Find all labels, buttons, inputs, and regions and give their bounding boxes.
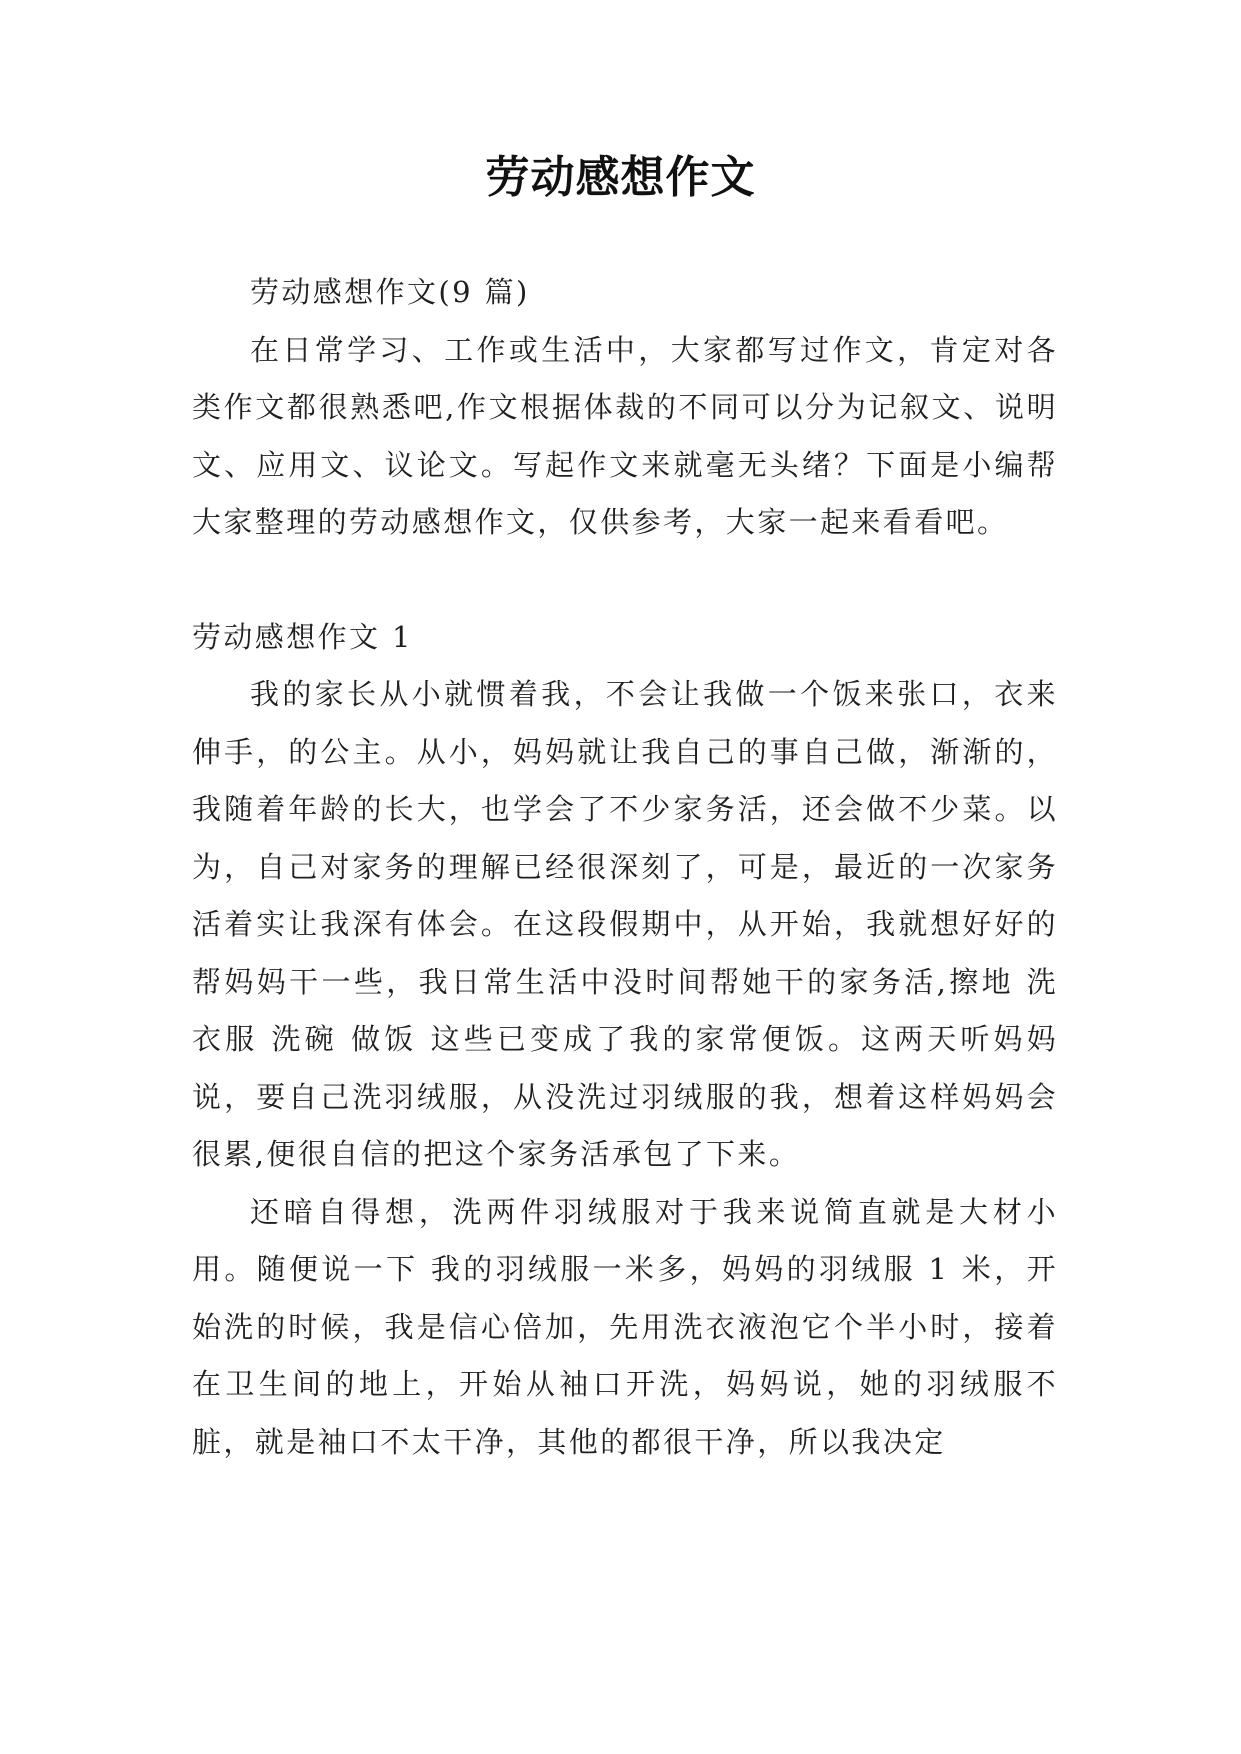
section-paragraph-1: 我的家长从小就惯着我，不会让我做一个饭来张口，衣来伸手，的公主。从小，妈妈就让我自己的事自己做，渐渐的，我随着年龄的长大，也学会了不少家务活，还会做不少菜。以为，自己对家务的理解已经很深刻了，可是，最近的一次家务活着实让我深有体会。在这段假期中，从开始，我就想好好的帮妈妈干一些，我日常生活中没时间帮她干的家务活,擦地 洗衣服 洗碗 做饭 这些已变成了我的家常便饭。这两天听妈妈说，要自己洗羽绒服，从没洗过羽绒服的我，想着这样妈妈会很累,便很自信的把这个家务活承包了下来。: [192, 677, 1058, 1171]
section-heading: 劳动感想作文 1: [192, 619, 413, 654]
document-title: 劳动感想作文: [485, 152, 756, 203]
section-paragraph-2: 还暗自得想，洗两件羽绒服对于我来说简直就是大材小用。随便说一下 我的羽绒服一米多，妈妈的羽绒服 1 米，开始洗的时候，我是信心倍加，先用洗衣液泡它个半小时，接着在卫生间的地上，开始从袖口开洗，妈妈说，她的羽绒服不脏，就是袖口不太干净，其他的都很干净，所以我决定: [192, 1194, 1058, 1459]
intro-paragraph: 在日常学习、工作或生活中，大家都写过作文，肯定对各类作文都很熟悉吧,作文根据体裁的不同可以分为记叙文、说明文、应用文、议论文。写起作文来就毫无头绪？下面是小编帮大家整理的劳动感想作文，仅供参考，大家一起来看看吧。: [192, 332, 1058, 539]
document-subtitle: 劳动感想作文(9 篇): [250, 275, 530, 309]
document-body: [192, 264, 1058, 1471]
